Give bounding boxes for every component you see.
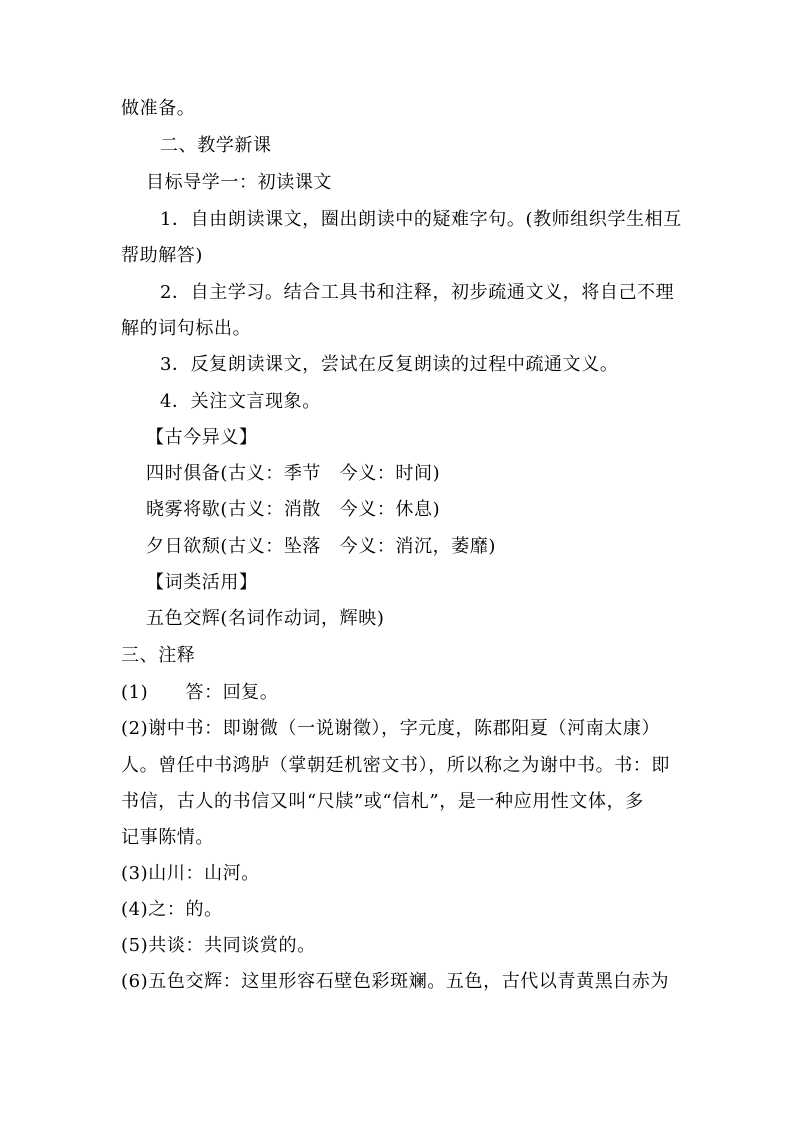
list-item-1-continued: 帮助解答): [121, 245, 204, 266]
note-item-6: (6)五色交辉：这里形容石壁色彩斑斓。五色，古代以青黄黑白赤为: [121, 971, 670, 992]
word-meaning-line: 四时俱备(古义：季节 今义：时间): [146, 463, 441, 484]
list-item-1: 1．自由朗读课文，圈出朗读中的疑难字句。(教师组织学生相互: [160, 209, 682, 230]
list-item-2: 2．自主学习。结合工具书和注释，初步疏通文义，将自己不理: [160, 282, 675, 303]
section-heading-teaching: 二、教学新课: [160, 135, 272, 156]
note-item-5: (5)共谈：共同谈赏的。: [121, 935, 316, 956]
note-item-1: (1) 答：回复。: [121, 682, 279, 703]
note-item-4: (4)之：的。: [121, 899, 223, 920]
word-class-line: 五色交辉(名词作动词，辉映): [146, 608, 385, 629]
note-item-2-continued: 书信，古人的书信又叫“尺牍”或“信札”，是一种应用性文体，多: [121, 791, 644, 812]
list-item-2-continued: 解的词句标出。: [121, 318, 252, 339]
word-meaning-line: 晓雾将歇(古义：消散 今义：休息): [146, 499, 441, 520]
bracket-heading-word-class: 【词类活用】: [146, 572, 258, 593]
subheading-reading: 目标导学一：初读课文: [146, 172, 332, 193]
note-item-2-continued: 人。曾任中书鸿胪（掌朝廷机密文书），所以称之为谢中书。书：即: [121, 755, 670, 776]
bracket-heading-ancient-modern: 【古今异义】: [146, 427, 258, 448]
list-item-3: 3．反复朗读课文，尝试在反复朗读的过程中疏通文义。: [160, 354, 619, 375]
text-line: 做准备。: [121, 98, 196, 119]
section-heading-notes: 三、注释: [121, 645, 196, 666]
note-item-3: (3)山川：山河。: [121, 863, 260, 884]
list-item-4: 4．关注文言现象。: [160, 391, 321, 412]
note-item-2-continued: 记事陈情。: [121, 827, 214, 848]
word-meaning-line: 夕日欲颓(古义：坠落 今义：消沉，萎靡): [146, 536, 497, 557]
note-item-2: (2)谢中书：即谢微（一说谢徵），字元度，陈郡阳夏（河南太康）: [121, 718, 661, 739]
